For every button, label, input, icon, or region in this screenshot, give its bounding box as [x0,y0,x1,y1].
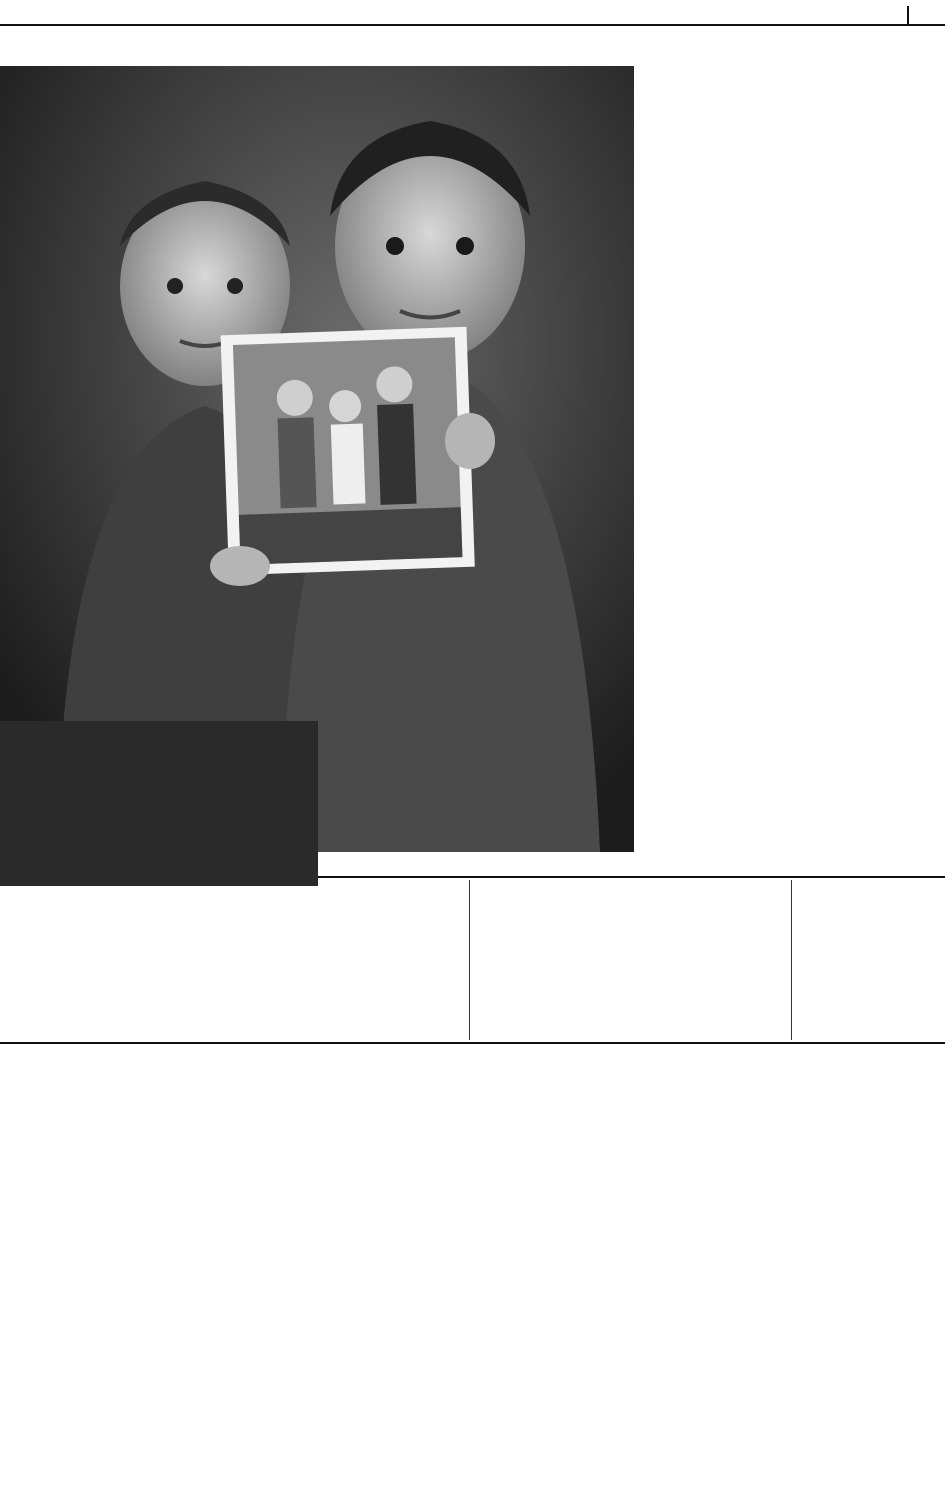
germany-body [800,913,944,1036]
pla-col1 [2,916,152,1040]
pla-lanka-divider [469,880,470,1040]
gun-story-col1 [642,160,788,866]
lanka-col1 [478,916,628,1040]
mid-section-rule [0,1042,945,1044]
pla-col2 [158,916,308,1040]
pla-col3 [314,916,462,1040]
page-number-divider [907,6,909,26]
lanka-germany-divider [791,880,792,1040]
tyre-burning-photo [0,721,318,886]
masthead-rule [0,24,945,26]
lanka-col2 [634,916,782,1040]
gun-story-col2 [794,160,942,866]
